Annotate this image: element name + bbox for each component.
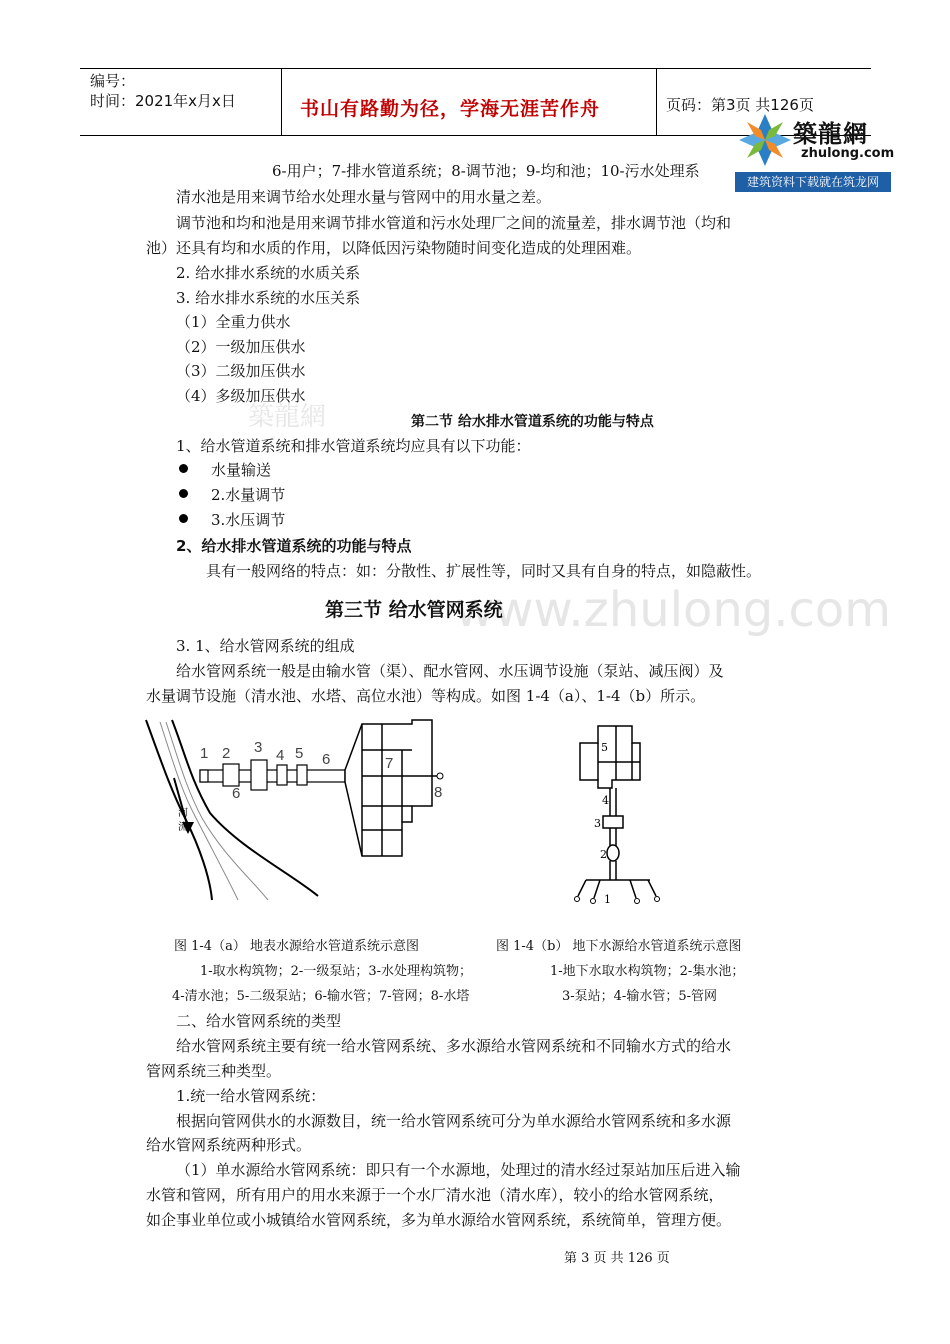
figure-a-diagram: [140, 718, 460, 903]
figure-b-legend-1: 1-地下水取水构筑物；2-集水池；: [550, 964, 745, 979]
figure-a-legend-2: 4-清水池；5-二级泵站；6-输水管；7-管网；8-水塔: [172, 989, 470, 1004]
fig-b-label: 5: [601, 741, 608, 754]
figure-a-legend-1: 1-取水构筑物；2-一级泵站；3-水处理构筑物；: [200, 964, 472, 979]
bullet-item: 水量输送: [211, 461, 272, 479]
bullet-dot: [179, 489, 188, 498]
text-line-7: （2）一级加压供水: [176, 338, 306, 356]
snowflake-icon: [737, 112, 793, 170]
text-line-6: （1）全重力供水: [176, 313, 291, 331]
text-line-15: 二、给水管网系统的类型: [176, 1012, 342, 1030]
header-page: 页码：第3页 共126页: [666, 96, 814, 114]
header-divider-2: [656, 68, 657, 135]
watermark-logo: 築龍網: [248, 402, 327, 432]
fig-b-label: 3: [594, 817, 601, 830]
fig-a-label: 4: [276, 747, 285, 764]
text-line-4: 2. 给水排水系统的水质关系: [176, 264, 361, 282]
text-line-12: 具有一般网络的特点：如：分散性、扩展性等，同时又具有自身的特点，如隐蔽性。: [206, 562, 762, 580]
text-line-1: 6-用户；7-排水管道系统；8-调节池；9-均和池；10-污水处理系: [272, 162, 700, 180]
river-label-2: 流: [178, 822, 188, 833]
watermark-url: www.zhulong.com: [455, 582, 892, 638]
header-number: 编号：: [90, 72, 136, 90]
fig-a-label: 3: [254, 739, 263, 756]
text-line-13: 3. 1、给水管网系统的组成: [176, 637, 355, 655]
bullet-dot: [179, 514, 188, 523]
figure-a-caption: 图 1-4（a） 地表水源给水管道系统示意图: [174, 939, 419, 954]
text-line-8: （3）二级加压供水: [176, 362, 306, 380]
header-divider-1: [281, 68, 282, 135]
text-line-18a: 根据向管网供水的水源数目，统一给水管网系统可分为单水源给水管网系统和多水源: [176, 1112, 732, 1130]
logo-name: 築龍網: [793, 120, 868, 148]
figure-b-legend-2: 3-泵站；4-输水管；5-管网: [562, 989, 717, 1004]
text-line-18b: 给水管网系统两种形式。: [146, 1136, 312, 1154]
header-top-rule: [80, 68, 871, 69]
text-line-10: 1、给水管道系统和排水管道系统均应具有以下功能：: [176, 437, 531, 455]
fig-a-label: 2: [222, 745, 231, 762]
text-line-16a: 给水管网系统主要有统一给水管网系统、多水源给水管网系统和不同输水方式的给水: [176, 1037, 732, 1055]
text-line-16b: 管网系统三种类型。: [146, 1062, 282, 1080]
fig-a-label: 6: [322, 751, 331, 768]
footer-page-number: 第 3 页 共 126 页: [564, 1251, 670, 1266]
fig-b-label: 1: [604, 893, 611, 906]
figure-b-caption: 图 1-4（b） 地下水源给水管道系统示意图: [496, 939, 742, 954]
text-line-17: 1.统一给水管网系统：: [176, 1087, 326, 1105]
text-line-19b: 水管和管网，所有用户的用水来源于一个水厂清水池（清水库），较小的给水管网系统，: [146, 1186, 724, 1204]
bullet-dot: [179, 464, 188, 473]
header-date: 时间：2021年x月x日: [90, 92, 236, 110]
text-line-5: 3. 给水排水系统的水压关系: [176, 289, 361, 307]
header-motto: 书山有路勤为径，学海无涯苦作舟: [300, 98, 601, 120]
logo-tagline: 建筑资料下载就在筑龙网: [735, 172, 891, 192]
fig-a-label: 7: [385, 755, 394, 772]
river-label: 河: [178, 808, 188, 819]
text-line-19a: （1）单水源给水管网系统：即只有一个水源地，处理过的清水经过泵站加压后进入输: [176, 1161, 741, 1179]
section-2-title: 第二节 给水排水管道系统的功能与特点: [411, 414, 654, 430]
fig-a-label: 8: [434, 784, 443, 801]
text-line-3b: 池）还具有均和水质的作用，以降低因污染物随时间变化造成的处理困难。: [146, 239, 642, 257]
fig-a-label: 5: [295, 745, 304, 762]
text-line-14b: 水量调节设施（清水池、水塔、高位水池）等构成。如图 1-4（a）、1-4（b）所示。: [146, 687, 706, 705]
text-line-9: （4）多级加压供水: [176, 387, 306, 405]
subsection-title: 2、给水排水管道系统的功能与特点: [176, 537, 412, 555]
fig-a-label: 6: [232, 785, 241, 802]
figure-b-diagram: [570, 718, 680, 913]
fig-b-label: 4: [602, 794, 609, 807]
text-line-14a: 给水管网系统一般是由输水管（渠）、配水管网、水压调节设施（泵站、减压阀）及: [176, 662, 724, 680]
bullet-item: 2.水量调节: [211, 486, 286, 504]
logo-domain: zhulong.com: [801, 146, 895, 161]
text-line-19c: 如企事业单位或小城镇给水管网系统，多为单水源给水管网系统，系统简单，管理方便。: [146, 1211, 732, 1229]
text-line-3a: 调节池和均和池是用来调节排水管道和污水处理厂之间的流量差，排水调节池（均和: [176, 214, 732, 232]
section-3-title: 第三节 给水管网系统: [325, 599, 503, 621]
fig-a-label: 1: [200, 745, 209, 762]
text-line-2: 清水池是用来调节给水处理水量与管网中的用水量之差。: [176, 188, 552, 206]
zhulong-logo: [735, 110, 895, 192]
fig-b-label: 2: [600, 848, 607, 861]
bullet-item: 3.水压调节: [211, 511, 286, 529]
